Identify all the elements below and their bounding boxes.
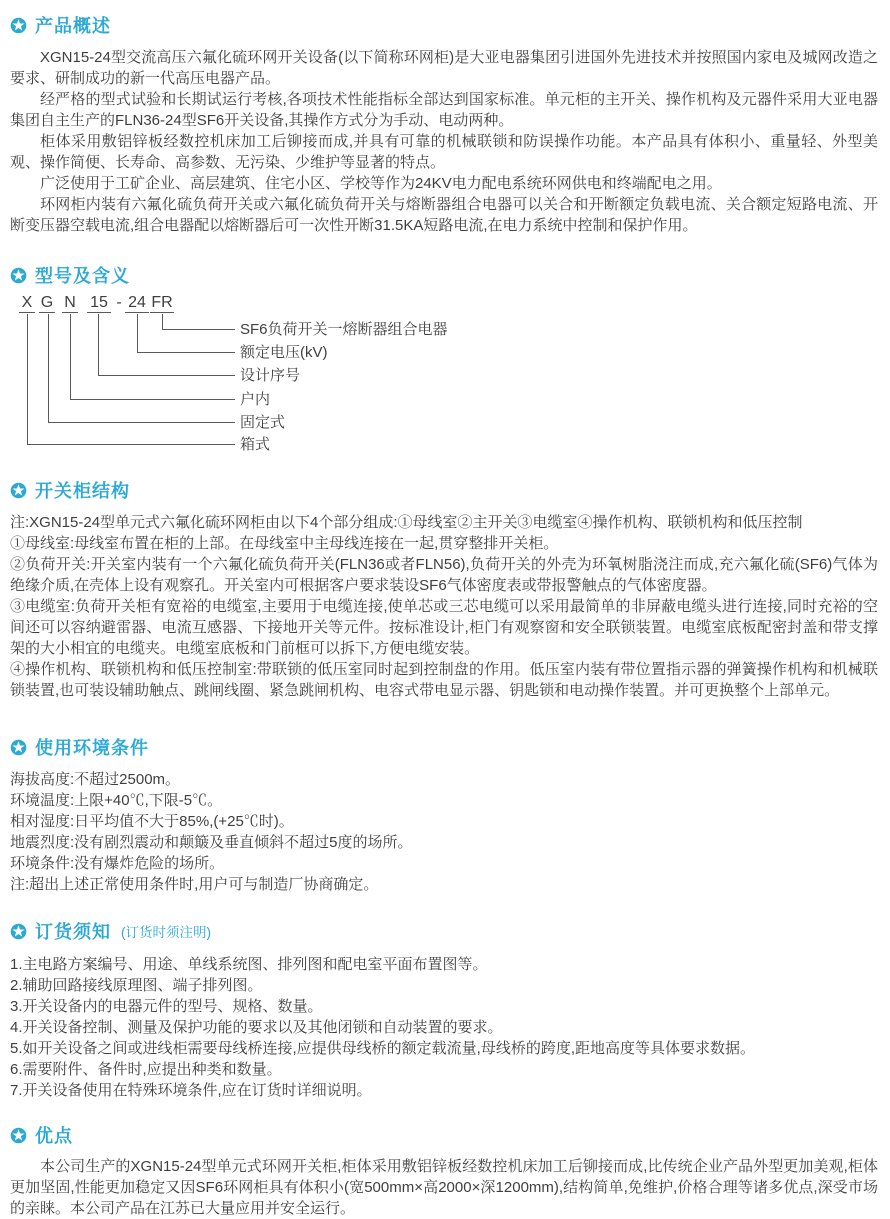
- model-meaning-label: 固定式: [240, 414, 286, 431]
- model-code-part: X: [19, 295, 35, 313]
- model-code-separator: -: [116, 294, 122, 311]
- star-badge-icon: [10, 739, 27, 756]
- section-model-designation: [10, 262, 878, 461]
- model-meaning-label: SF6负荷开关一熔断器组合电器: [240, 321, 448, 338]
- list-item: 3.开关设备内的电器元件的型号、规格、数量。: [10, 998, 323, 1015]
- section-header: [10, 1122, 878, 1148]
- model-code-part: FR: [151, 294, 173, 311]
- section-cabinet-structure: [10, 477, 878, 701]
- environment-list: [10, 769, 878, 895]
- overview-paragraphs: [10, 47, 878, 236]
- list-item: 7.开关设备使用在特殊环境条件,应在订货时详细说明。: [10, 1082, 372, 1099]
- star-badge-icon: [10, 1127, 27, 1144]
- section-subtitle: (订货时须注明): [121, 925, 211, 940]
- star-badge-icon: [10, 267, 27, 284]
- model-code-part: 15: [87, 295, 111, 313]
- section-operating-environment: [10, 734, 878, 895]
- model-code-part: N: [62, 295, 78, 313]
- section-title: 型号及含义: [35, 266, 130, 286]
- model-meaning-label: 设计序号: [240, 367, 301, 384]
- model-code-part: 24: [125, 295, 149, 313]
- star-badge-icon: [10, 923, 27, 940]
- section-title: 优点: [35, 1126, 73, 1146]
- section-header: [10, 12, 878, 38]
- paragraph: 注:XGN15-24型单元式六氟化硫环网柜由以下4个部分组成:①母线室②主开关③电缆室④操作机构、联锁机构和低压控制: [10, 514, 803, 531]
- paragraph: 环网柜内装有六氟化硫负荷开关或六氟化硫负荷开关与熔断器组合电器可以关合和开断额定负载电流、关合额定短路电流、开断变压器空载电流,组合电器配以熔断器后可一次性开断31.5KA短路电流,在电力系统中控制和保护作用。: [10, 196, 878, 234]
- section-header: [10, 262, 878, 288]
- list-item: 2.辅助回路接线原理图、端子排列图。: [10, 977, 263, 994]
- advantages-paragraphs: [10, 1156, 878, 1219]
- list-item: 1.主电路方案编号、用途、单线系统图、排列图和配电室平面布置图等。: [10, 956, 488, 973]
- ordering-list: [10, 954, 878, 1101]
- paragraph: ③电缆室:负荷开关柜有宽裕的电缆室,主要用于电缆连接,使单芯或三芯电缆可以采用最简单的非屏蔽电缆头进行连接,同时充裕的空间还可以容纳避雷器、电流互感器、下接地开关等元件。按标准设计,柜门有观察窗和安全联锁装置。电缆室底板配密封盖和带支撑架的大小相宜的电缆夹。电缆室底板和门前框可以拆下,方便电缆安装。: [10, 598, 878, 657]
- list-item: 4.开关设备控制、测量及保护功能的要求以及其他闭锁和自动装置的要求。: [10, 1019, 503, 1036]
- section-title: 订货须知: [35, 922, 111, 942]
- section-header: [10, 477, 878, 503]
- paragraph: ①母线室:母线室布置在柜的上部。在母线室中主母线连接在一起,贯穿整排开关柜。: [10, 535, 559, 552]
- paragraph: XGN15-24型交流高压六氟化硫环网开关设备(以下简称环网柜)是大亚电器集团引进国外先进技术并按照国内家电及城网改造之要求、研制成功的新一代高压电器产品。: [10, 49, 878, 87]
- list-item: 注:超出上述正常使用条件时,用户可与制造厂协商确定。: [10, 876, 379, 893]
- model-meaning-label: 额定电压(kV): [240, 344, 328, 361]
- star-badge-icon: [10, 17, 27, 34]
- model-code-part: G: [40, 294, 54, 311]
- paragraph: ④操作机构、联锁机构和低压控制室:带联锁的低压室同时起到控制盘的作用。低压室内装有带位置指示器的弹簧操作机构和机械联锁装置,也可装设辅助触点、跳闸线圈、紧急跳闸机构、电容式带电显示器、钥匙锁和电动操作装置。并可更换整个上部单元。: [10, 661, 878, 699]
- model-meaning-label: 箱式: [240, 436, 271, 453]
- section-ordering-notes: [10, 918, 878, 1101]
- paragraph: 经严格的型式试验和长期试运行考核,各项技术性能指标全部达到国家标准。单元柜的主开关、操作机构及元器件采用大亚电器集团自主生产的FLN36-24型SF6开关设备,其操作方式分为手动、电动两种。: [10, 91, 878, 129]
- model-meaning-label: 户内: [240, 391, 271, 408]
- section-advantages: [10, 1122, 878, 1219]
- section-header: [10, 734, 878, 760]
- list-item: 地震烈度:没有剧烈震动和颠簸及垂直倾斜不超过5度的场所。: [10, 834, 413, 851]
- paragraph: 广泛使用于工矿企业、高层建筑、住宅小区、学校等作为24KV电力配电系统环网供电和终端配电之用。: [40, 175, 722, 192]
- star-badge-icon: [10, 482, 27, 499]
- list-item: 相对湿度:日平均值不大于85%,(+25℃时)。: [10, 813, 294, 830]
- list-item: 环境条件:没有爆炸危险的场所。: [10, 855, 225, 872]
- section-title: 开关柜结构: [35, 481, 130, 501]
- paragraph: 柜体采用敷铝锌板经数控机床加工后铆接而成,并具有可靠的机械联锁和防误操作功能。本产品具有体积小、重量轻、外型美观、操作简便、长寿命、高参数、无污染、少维护等显著的特点。: [10, 133, 878, 171]
- list-item: 6.需要附件、备件时,应提出种类和数量。: [10, 1061, 282, 1078]
- section-header: [10, 918, 878, 944]
- paragraph: ②负荷开关:开关室内装有一个六氟化硫负荷开关(FLN36或者FLN56),负荷开关的外壳为环氧树脂浇注而成,充六氟化硫(SF6)气体为绝缘介质,在壳体上设有观察孔。开关室内可根据客户要求装设SF6气体密度表或带报警触点的气体密度器。: [10, 556, 878, 594]
- section-title: 产品概述: [35, 16, 111, 36]
- list-item: 5.如开关设备之间或进线柜需要母线桥连接,应提供母线桥的额定载流量,母线桥的跨度,距地高度等具体要求数据。: [10, 1040, 756, 1057]
- list-item: 海拔高度:不超过2500m。: [10, 771, 181, 788]
- paragraph: 本公司生产的XGN15-24型单元式环网开关柜,柜体采用敷铝锌板经数控机床加工后铆接而成,比传统企业产品外型更加美观,柜体更加坚固,性能更加稳定又因SF6环网柜具有体积小(宽500mm×高2000×深1200mm),结构简单,免维护,价格合理等诸多优点,深受市场的亲睐。本公司产品在江苏已大量应用并安全运行。: [10, 1158, 878, 1217]
- structure-paragraphs: [10, 512, 878, 701]
- connector-line-x: [27, 314, 235, 445]
- model-designation-diagram: [10, 295, 878, 461]
- section-title: 使用环境条件: [35, 738, 149, 758]
- section-product-overview: [10, 0, 878, 236]
- list-item: 环境温度:上限+40℃,下限-5℃。: [10, 792, 223, 809]
